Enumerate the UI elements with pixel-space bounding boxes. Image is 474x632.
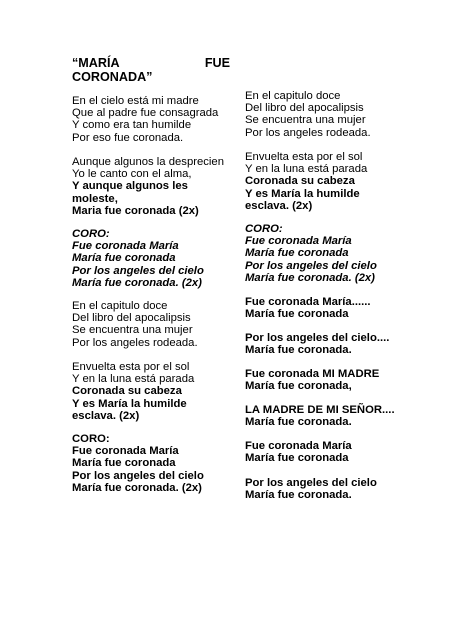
chorus-line: Por los angeles del cielo	[72, 469, 204, 482]
verse-line: Por los angeles rodeada.	[245, 126, 371, 139]
verse-line: Yo le canto con el alma,	[72, 168, 192, 181]
right-ending-4	[245, 404, 395, 428]
chorus-line: María fue coronada. (2x)	[245, 271, 375, 284]
left-stanza-1	[72, 95, 218, 144]
verse-line: Que al padre fue consagrada	[72, 107, 219, 120]
chorus-line: Por los angeles del cielo	[72, 264, 204, 277]
right-ending-5	[245, 440, 352, 464]
chorus-label: CORO:	[72, 228, 110, 240]
verse-line: Fue coronada María......	[245, 296, 371, 308]
left-stanza-2	[72, 156, 224, 217]
verse-line: Por los angeles rodeada.	[72, 336, 198, 349]
chorus-line: María fue coronada. (2x)	[72, 481, 202, 494]
right-ending-3	[245, 368, 379, 392]
verse-line: Coronada su cabeza	[72, 385, 182, 398]
title-part-2: FUE	[204, 56, 230, 70]
verse-line: Por los angeles del cielo	[245, 477, 377, 489]
verse-line: En el capitulo doce	[245, 90, 341, 102]
verse-line: Y es María la humilde	[72, 397, 187, 410]
verse-line: Se encuentra una mujer	[72, 324, 193, 337]
left-chorus-2	[72, 433, 204, 494]
verse-line: Y como era tan humilde	[72, 119, 192, 132]
verse-line: En el cielo está mi madre	[72, 95, 199, 107]
verse-line: esclava. (2x)	[245, 199, 313, 212]
left-stanza-4	[72, 361, 194, 422]
verse-line: Coronada su cabeza	[245, 175, 355, 188]
right-stanza-2	[245, 151, 367, 212]
verse-line: María fue coronada	[245, 452, 349, 465]
verse-line: Envuelta esta por el sol	[245, 151, 363, 163]
chorus-line: Por los angeles del cielo	[245, 259, 377, 272]
verse-line: Envuelta esta por el sol	[72, 361, 190, 373]
chorus-line: María fue coronada	[72, 252, 176, 265]
song-title	[72, 56, 230, 84]
verse-line: Fue coronada María	[245, 440, 352, 452]
verse-line: Por eso fue coronada.	[72, 131, 184, 144]
verse-line: LA MADRE DE MI SEÑOR....	[245, 404, 395, 416]
verse-line: Y es María la humilde	[245, 187, 360, 200]
chorus-line: Fue coronada María	[72, 445, 179, 458]
verse-line: Fue coronada MI MADRE	[245, 368, 380, 380]
chorus-line: María fue coronada	[245, 247, 349, 260]
chorus-line: Fue coronada María	[245, 235, 352, 248]
verse-line: En el capitulo doce	[72, 300, 168, 312]
chorus-line: Fue coronada María	[72, 240, 179, 253]
left-chorus-1	[72, 228, 204, 289]
verse-line: Aunque algunos la desprecien	[72, 156, 224, 168]
verse-line: María fue coronada,	[245, 380, 352, 393]
verse-line: Y en la luna está parada	[72, 373, 195, 386]
verse-line: María fue coronada.	[245, 489, 352, 502]
chorus-line: María fue coronada. (2x)	[72, 276, 202, 289]
verse-line: Del libro del apocalipsis	[245, 102, 364, 115]
right-ending-6	[245, 477, 377, 501]
right-stanza-1	[245, 90, 371, 139]
verse-line: Se encuentra una mujer	[245, 114, 366, 127]
verse-line: Por los angeles del cielo....	[245, 332, 390, 344]
title-part-3: CORONADA”	[72, 70, 153, 84]
verse-line: María fue coronada.	[245, 344, 352, 357]
right-chorus	[245, 223, 377, 284]
verse-line: María fue coronada	[245, 308, 349, 321]
chorus-label: CORO:	[72, 433, 110, 445]
verse-line: Del libro del apocalipsis	[72, 312, 191, 325]
verse-line: Y aunque algunos les	[72, 180, 188, 193]
right-ending-1	[245, 296, 371, 320]
verse-line: Y en la luna está parada	[245, 163, 368, 176]
verse-line: María fue coronada.	[245, 416, 352, 429]
verse-line: esclava. (2x)	[72, 409, 140, 422]
chorus-line: María fue coronada	[72, 457, 176, 470]
verse-line: moleste,	[72, 192, 118, 205]
right-ending-2	[245, 332, 389, 356]
title-part-1: “MARÍA	[72, 56, 120, 70]
chorus-label: CORO:	[245, 223, 283, 235]
left-stanza-3	[72, 300, 198, 349]
verse-line: Maria fue coronada (2x)	[72, 204, 199, 217]
